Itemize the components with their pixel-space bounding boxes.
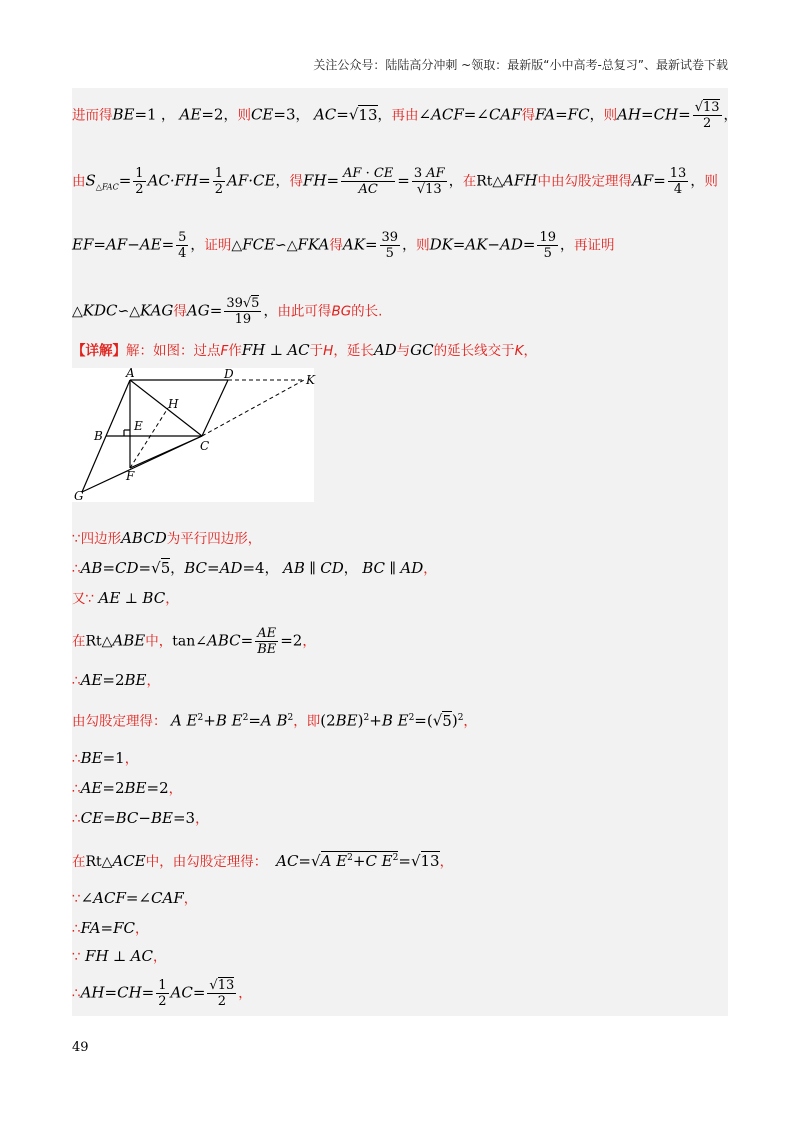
page-header: 关注公众号：陆陆高分冲刺 ~领取：最新版“小中高考-总复习”、最新试卷下载: [313, 58, 728, 72]
line-5: 【详解】解：如图：过点F作FH ⊥ AC于H，延长AD与GC的延长线交于K，: [72, 341, 537, 359]
label-a: A: [126, 366, 135, 380]
line-1: 进而得BE=1 ， AE=2，则CE=3， AC=√13，再由∠ACF=∠CAF得FA=FC，则AH=CH= $\frac{√13}{2}$ ，: [72, 100, 738, 131]
proof-line-10: 在Rt△ACE中，由勾股定理得： AC=√A $E^2+C$ $E^2=√13$，: [72, 852, 454, 870]
proof-line-3: 又∵ AE ⊥ BC，: [72, 589, 179, 607]
line-4: △KDC∽△KAG得AG= $\frac{39√5}{19}$ ，由此可得BG的长.: [72, 296, 383, 327]
proof-line-8: ∴AE=2BE=2，: [72, 779, 183, 797]
solution-content: [72, 88, 738, 1016]
label-k: K: [306, 373, 315, 387]
proof-line-4: 在Rt△ABE中，tan∠ABC= $\frac{AE}{BE}$ =2，: [72, 626, 316, 657]
page-number: 49: [72, 1040, 89, 1055]
label-g: G: [74, 489, 84, 503]
proof-line-2: ∴AB=CD=√5，BC=AD=4， AB ∥ CD， BC ∥ AD，: [72, 559, 437, 577]
proof-line-14: ∴AH=CH= $\frac{1}{2}$ AC= $\frac{√13}{2}$ ，: [72, 978, 252, 1009]
proof-line-12: ∴FA=FC，: [72, 919, 149, 937]
label-h: H: [168, 397, 179, 411]
proof-line-6: 由勾股定理得： A $E^2+B$ $E^2=A$ $B^2$，即$(2BE)^2+B$ $E^2=(√5)^2$，: [72, 711, 477, 730]
label-f: F: [126, 469, 135, 483]
geometry-figure: [72, 368, 314, 502]
label-c: C: [200, 439, 210, 453]
label-e: E: [134, 419, 143, 433]
label-b: B: [94, 429, 103, 443]
label-d: D: [224, 367, 234, 381]
proof-line-1: ∵四边形ABCD为平行四边形，: [72, 529, 262, 547]
line-3: EF=AF−AE= $\frac{5}{4}$ ，证明△FCE∽△FKA得AK= $\frac{39}{5}$ ，则DK=AK−AD= $\frac{19}{5}$ ，再证明: [72, 230, 615, 261]
proof-line-11: ∵∠ACF=∠CAF，: [72, 889, 198, 907]
proof-line-5: ∴AE=2BE，: [72, 671, 160, 689]
proof-line-13: ∵ FH ⊥ AC，: [72, 947, 167, 965]
proof-line-9: ∴CE=BC−BE=3，: [72, 809, 209, 827]
proof-line-7: ∴BE=1，: [72, 749, 139, 767]
line-2: 由$S_{\triangle FAC}=$ $\frac{1}{2}$ AC·FH= $\frac{1}{2}$ AF·CE，得FH= $\frac{AF \cdot CE}{AC}$ = $\frac{3 AF}{√13}$ ，在Rt△AFH中由勾股定理得AF= $\frac{13}{4}$ ，则: [72, 166, 718, 197]
parallelogram-diagram: [72, 368, 314, 502]
